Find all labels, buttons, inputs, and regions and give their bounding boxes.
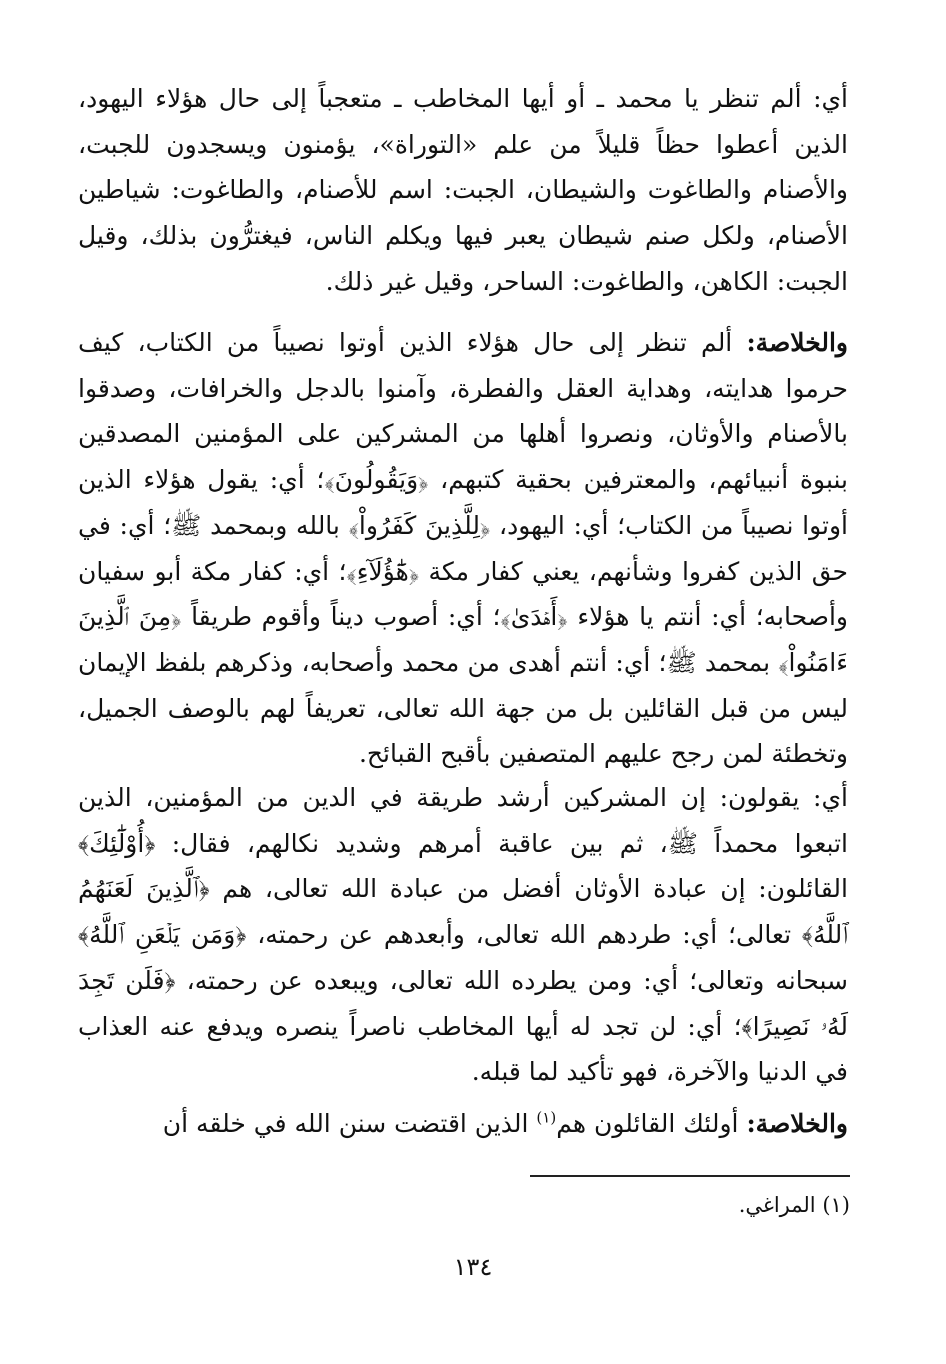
paragraph-4-text-after: الذين اقتضت سنن الله في خلقه أن (162, 1109, 537, 1138)
paragraph-3 (78, 775, 848, 1095)
paragraph-4 (78, 1101, 848, 1147)
paragraph-2 (78, 320, 848, 777)
paragraph-4-text-before: أولئك القائلون هم (556, 1109, 747, 1138)
footnote: (١) المراغي. (738, 1193, 850, 1217)
paragraph-2-text: ألم تنظر إلى حال هؤلاء الذين أوتوا نصيباً من الكتاب، كيف حرموا هدايته، وهداية العقل والفطرة، وآمنوا بالدجل والخرافات، وصدقوا بالأصنام والأوثان، ونصروا أهلها من المشركين على المؤمنين المصدقين بنبوة أنبيائهم، والمعترفين بحقية كتبهم، ﴿وَيَقُولُونَ﴾؛ أي: يقول هؤلاء الذين أوتوا نصيباً من الكتاب؛ أي: اليهود، ﴿لِلَّذِينَ كَفَرُواْ﴾ بالله وبمحمد ﷺ؛ أي: في حق الذين كفروا وشأنهم، يعني كفار مكة ﴿هَٰٓؤُلَآءِ﴾؛ أي: كفار مكة أبو سفيان وأصحابه؛ أي: أنتم يا هؤلاء ﴿أَهۡدَىٰ﴾؛ أي: أصوب ديناً وأقوم طريقاً ﴿مِنَ ٱلَّذِينَ ءَامَنُواْ﴾ بمحمد ﷺ؛ أي: أنتم أهدى من محمد وأصحابه، وذكرهم بلفظ الإيمان ليس من قبل القائلين بل من جهة الله تعالى، تعريفاً لهم بالوصف الجميل، وتخطئة لمن رجح عليهم المتصفين بأقبح القبائح. (78, 328, 848, 769)
footnote-divider (530, 1175, 850, 1177)
paragraph-3-text: أي: يقولون: إن المشركين أرشد طريقة في الدين من المؤمنين، الذين اتبعوا محمداً ﷺ، ثم بين عاقبة أمرهم وشديد نكالهم، فقال: ﴿أُوْلَٰٓئِكَ﴾ القائلون: إن عبادة الأوثان أفضل من عبادة الله تعالى، هم ﴿ٱلَّذِينَ لَعَنَهُمُ ٱللَّهُ﴾ تعالى؛ أي: طردهم الله تعالى، وأبعدهم عن رحمته، ﴿وَمَن يَلۡعَنِ ٱللَّهُ﴾ سبحانه وتعالى؛ أي: ومن يطرده الله تعالى، ويبعده عن رحمته، ﴿فَلَن تَجِدَ لَهُۥ نَصِيرًا﴾؛ أي: لن تجد له أيها المخاطب ناصراً ينصره ويدفع عنه العذاب في الدنيا والآخرة، فهو تأكيد لما قبله. (78, 783, 848, 1087)
footnote-reference: (١) (536, 1108, 557, 1127)
paragraph-2-lead: والخلاصة: (746, 328, 848, 357)
page-number: ١٣٤ (453, 1253, 493, 1281)
paragraph-1-text: أي: ألم تنظر يا محمد ـ أو أيها المخاطب ـ متعجباً إلى حال هؤلاء اليهود، الذين أعطوا حظاً قليلاً من علم «التوراة»، يؤمنون ويسجدون للجبت، والأصنام والطاغوت والشيطان، الجبت: اسم للأصنام، والطاغوت: شياطين الأصنام، ولكل صنم شيطان يعبر فيها ويكلم الناس، فيغترُّون بذلك، وقيل الجبت: الكاهن، والطاغوت: الساحر، وقيل غير ذلك. (78, 84, 848, 296)
paragraph-1 (78, 76, 848, 305)
paragraph-4-lead: والخلاصة: (746, 1109, 848, 1138)
